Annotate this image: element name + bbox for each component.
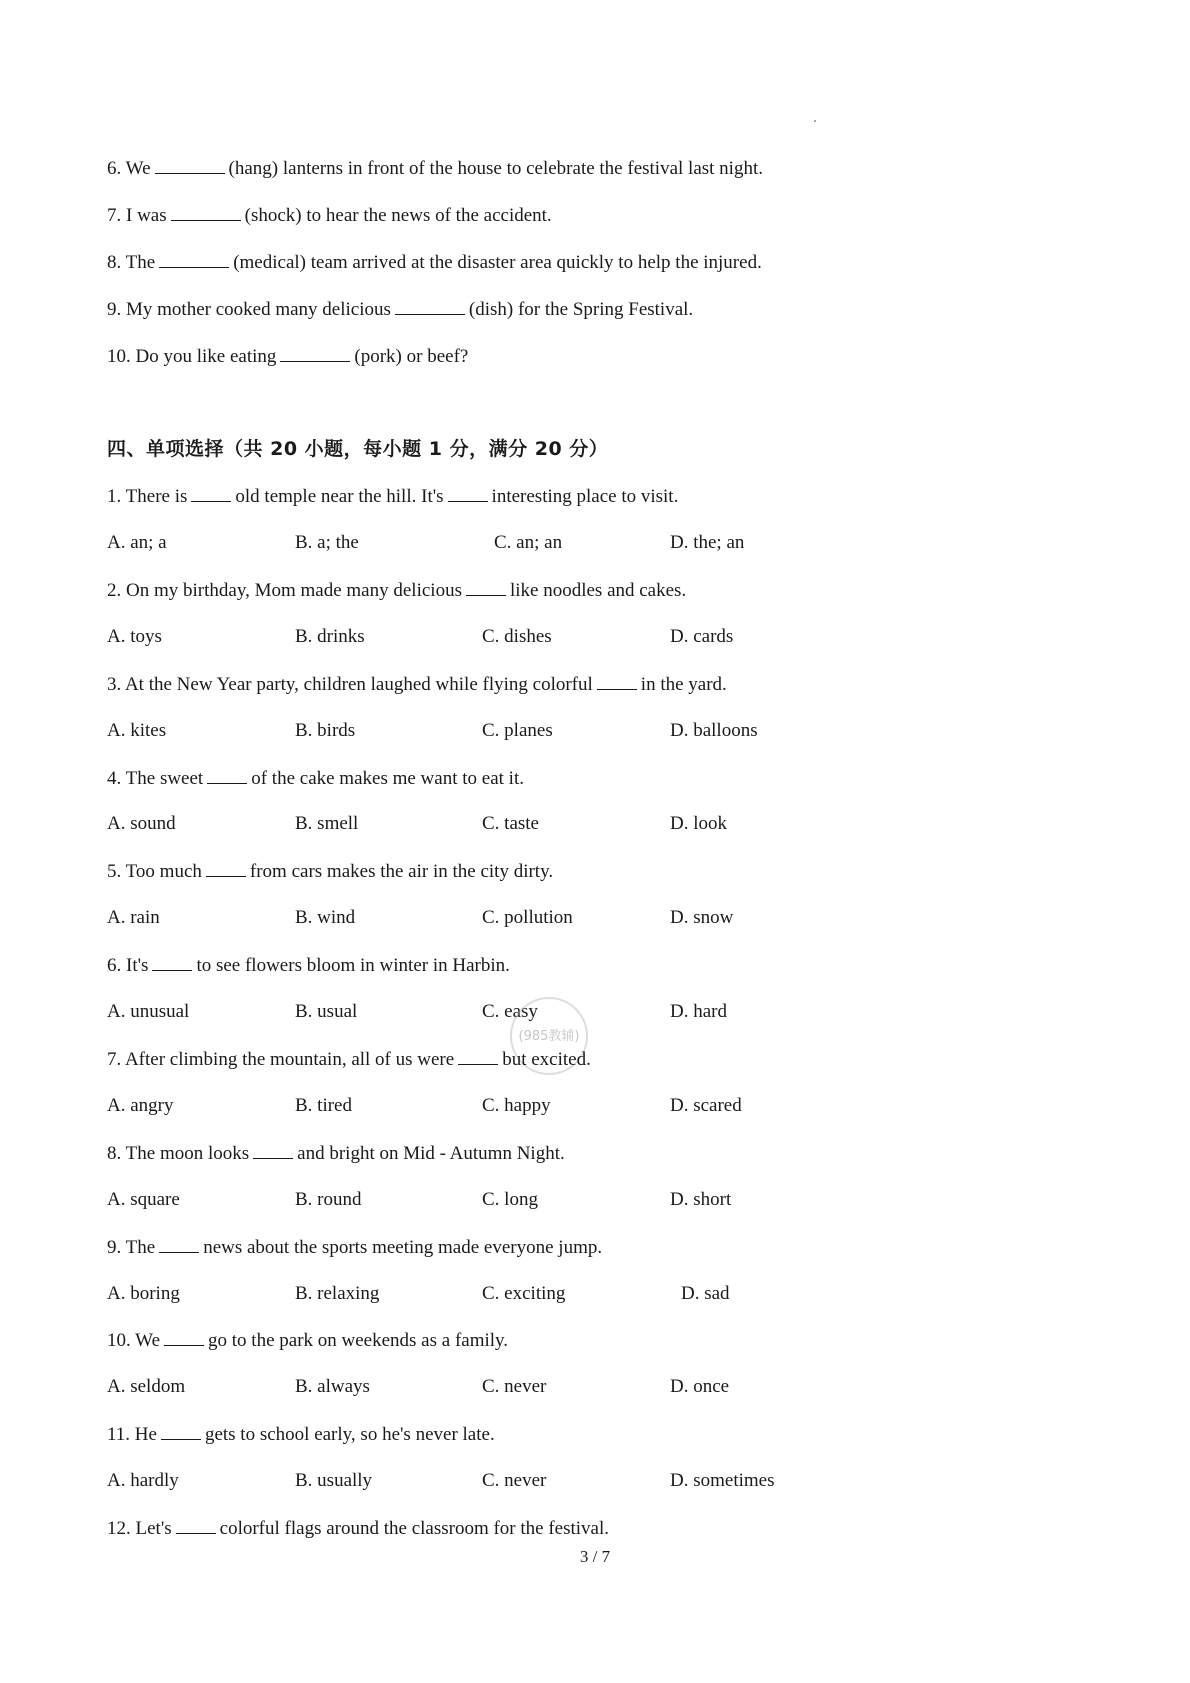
option-a[interactable]: A. boring <box>107 1283 180 1304</box>
option-a[interactable]: A. square <box>107 1189 180 1210</box>
answer-blank[interactable] <box>207 766 247 784</box>
question-6: 6. It's to see flowers bloom in winter in Harbin. <box>107 955 510 976</box>
option-b[interactable]: B. round <box>295 1189 362 1210</box>
answer-blank[interactable] <box>597 672 637 690</box>
option-d[interactable]: D. scared <box>670 1095 742 1116</box>
question-11: 11. He gets to school early, so he's never late. <box>107 1424 495 1445</box>
answer-blank[interactable] <box>280 344 350 362</box>
section-heading: 四、单项选择（共 20 小题，每小题 1 分，满分 20 分） <box>107 438 609 460</box>
answer-blank[interactable] <box>253 1141 293 1159</box>
stray-dot <box>814 120 816 122</box>
question-9: 9. The news about the sports meeting made everyone jump. <box>107 1237 603 1258</box>
fill-item-7: 7. I was (shock) to hear the news of the accident. <box>107 205 552 226</box>
question-2: 2. On my birthday, Mom made many delicious like noodles and cakes. <box>107 580 687 601</box>
option-d[interactable]: D. short <box>670 1189 732 1210</box>
option-b[interactable]: B. birds <box>295 720 356 741</box>
option-d[interactable]: D. snow <box>670 907 734 928</box>
option-d[interactable]: D. sometimes <box>670 1470 775 1491</box>
question-4: 4. The sweet of the cake makes me want to eat it. <box>107 768 524 789</box>
question-1: 1. There is old temple near the hill. It's interesting place to visit. <box>107 486 679 507</box>
answer-blank[interactable] <box>152 953 192 971</box>
option-b[interactable]: B. tired <box>295 1095 352 1116</box>
answer-blank[interactable] <box>395 297 465 315</box>
option-a[interactable]: A. rain <box>107 907 160 928</box>
option-a[interactable]: A. toys <box>107 626 162 647</box>
answer-blank[interactable] <box>448 484 488 502</box>
option-b[interactable]: B. smell <box>295 813 359 834</box>
option-c[interactable]: C. pollution <box>482 907 573 928</box>
answer-blank[interactable] <box>159 1235 199 1253</box>
option-b[interactable]: B. a; the <box>295 532 359 553</box>
option-c[interactable]: C. never <box>482 1470 547 1491</box>
option-b[interactable]: B. relaxing <box>295 1283 380 1304</box>
question-5: 5. Too much from cars makes the air in the city dirty. <box>107 861 554 882</box>
option-d[interactable]: D. balloons <box>670 720 758 741</box>
option-d[interactable]: D. sad <box>681 1283 730 1304</box>
fill-item-6: 6. We (hang) lanterns in front of the house to celebrate the festival last night. <box>107 158 763 179</box>
fill-item-8: 8. The (medical) team arrived at the disaster area quickly to help the injured. <box>107 252 762 273</box>
option-b[interactable]: B. wind <box>295 907 356 928</box>
option-a[interactable]: A. unusual <box>107 1001 190 1022</box>
option-b[interactable]: B. usually <box>295 1470 373 1491</box>
option-d[interactable]: D. cards <box>670 626 734 647</box>
option-b[interactable]: B. usual <box>295 1001 358 1022</box>
question-12: 12. Let's colorful flags around the classroom for the festival. <box>107 1518 610 1539</box>
option-d[interactable]: D. once <box>670 1376 730 1397</box>
option-a[interactable]: A. sound <box>107 813 176 834</box>
option-d[interactable]: D. look <box>670 813 727 834</box>
option-c[interactable]: C. easy <box>482 1001 538 1022</box>
fill-item-9: 9. My mother cooked many delicious (dish) for the Spring Festival. <box>107 299 694 320</box>
answer-blank[interactable] <box>155 156 225 174</box>
question-10: 10. We go to the park on weekends as a family. <box>107 1330 509 1351</box>
answer-blank[interactable] <box>466 578 506 596</box>
option-a[interactable]: A. seldom <box>107 1376 186 1397</box>
answer-blank[interactable] <box>176 1516 216 1534</box>
option-a[interactable]: A. an; a <box>107 532 167 553</box>
question-8: 8. The moon looks and bright on Mid - Autumn Night. <box>107 1143 565 1164</box>
answer-blank[interactable] <box>159 250 229 268</box>
option-c[interactable]: C. never <box>482 1376 547 1397</box>
option-d[interactable]: D. hard <box>670 1001 727 1022</box>
answer-blank[interactable] <box>164 1328 204 1346</box>
answer-blank[interactable] <box>161 1422 201 1440</box>
option-c[interactable]: C. planes <box>482 720 553 741</box>
fill-item-10: 10. Do you like eating (pork) or beef? <box>107 346 469 367</box>
answer-blank[interactable] <box>191 484 231 502</box>
option-c[interactable]: C. happy <box>482 1095 551 1116</box>
watermark-stamp-text: (985教辅) <box>518 1029 580 1044</box>
option-c[interactable]: C. long <box>482 1189 538 1210</box>
option-a[interactable]: A. kites <box>107 720 167 741</box>
question-7: 7. After climbing the mountain, all of us were but excited. <box>107 1049 591 1070</box>
answer-blank[interactable] <box>206 859 246 877</box>
answer-blank[interactable] <box>458 1047 498 1065</box>
option-a[interactable]: A. angry <box>107 1095 174 1116</box>
option-a[interactable]: A. hardly <box>107 1470 179 1491</box>
option-b[interactable]: B. drinks <box>295 626 365 647</box>
option-c[interactable]: C. an; an <box>494 532 563 553</box>
option-c[interactable]: C. exciting <box>482 1283 566 1304</box>
option-b[interactable]: B. always <box>295 1376 370 1397</box>
option-c[interactable]: C. dishes <box>482 626 552 647</box>
option-c[interactable]: C. taste <box>482 813 539 834</box>
option-d[interactable]: D. the; an <box>670 532 745 553</box>
question-3: 3. At the New Year party, children laughed while flying colorful in the yard. <box>107 674 727 695</box>
answer-blank[interactable] <box>171 203 241 221</box>
page-number: 3 / 7 <box>579 1547 611 1566</box>
